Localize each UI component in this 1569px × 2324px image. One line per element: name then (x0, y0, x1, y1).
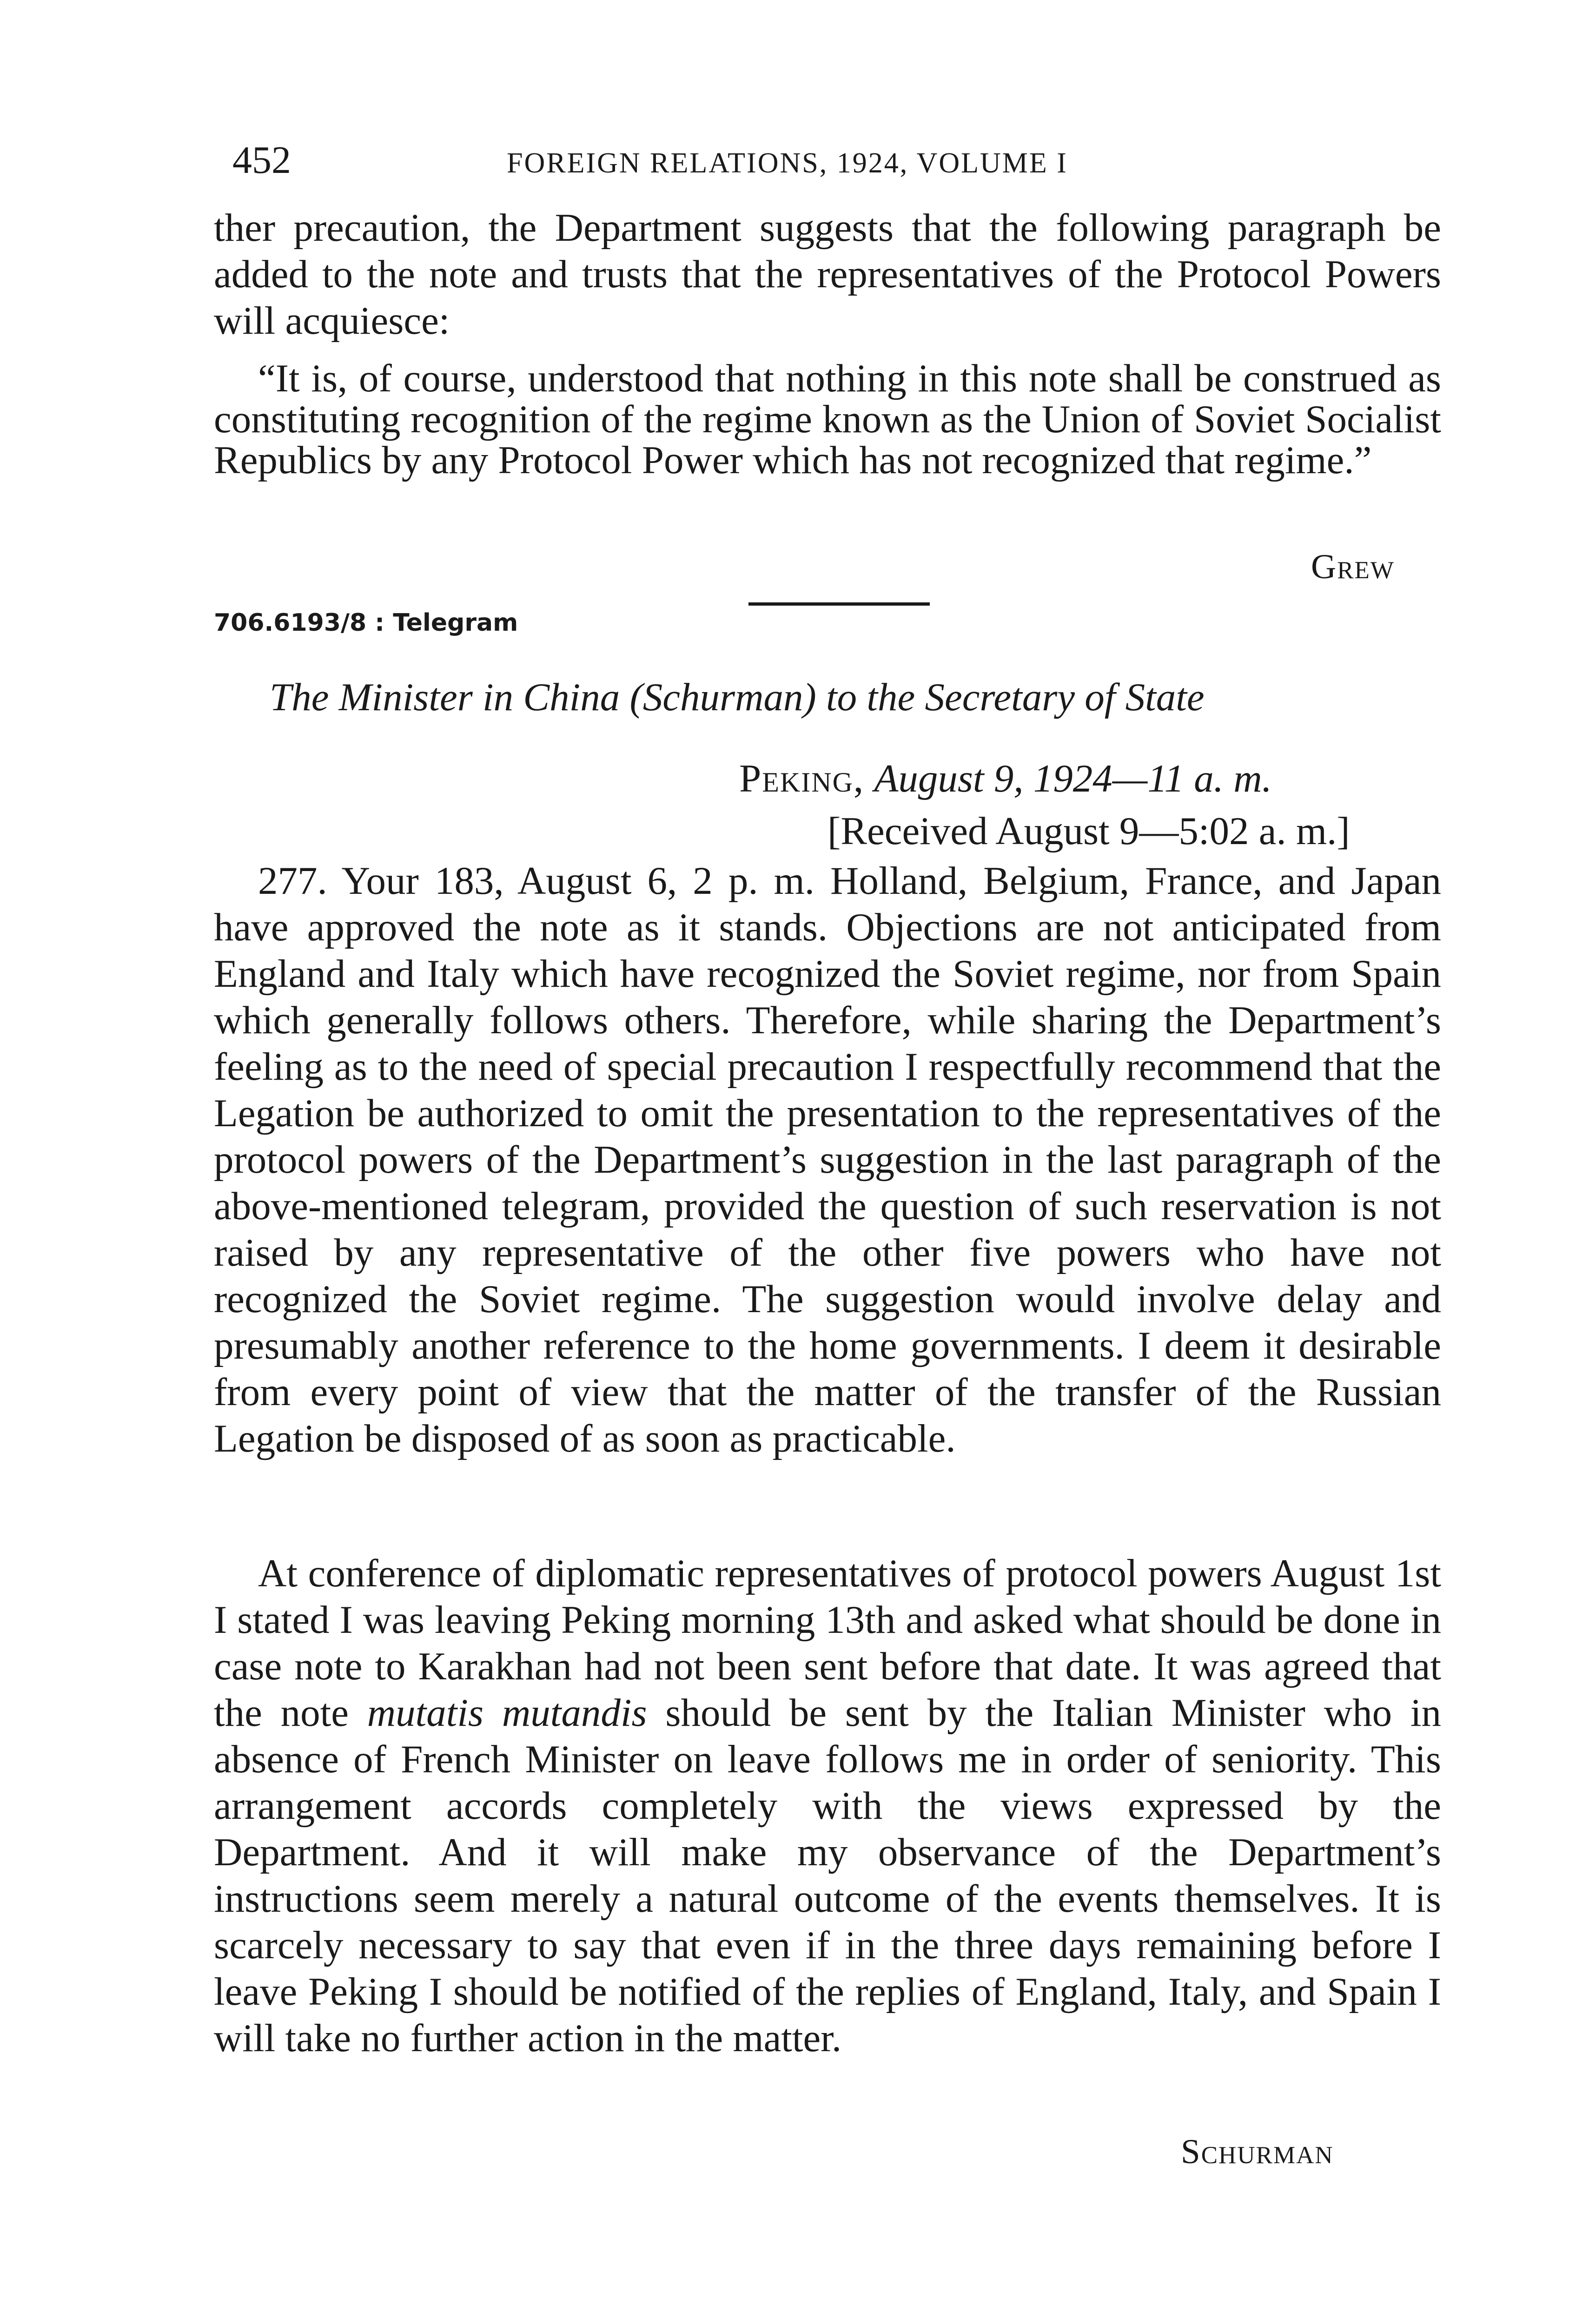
latin-phrase: mutatis mutandis (367, 1691, 647, 1735)
telegram-paragraph-2 (214, 1550, 1441, 2061)
telegram-paragraph-1: 277. Your 183, August 6, 2 p. m. Holland, Belgium, France, and Japan have approved the note as it stands. Objections are not anticipated from England and Italy which have recognized the Soviet regime, nor from Spain which generally follows others. Therefore, while sharing the Department’s feeling as to the need of special precaution I respectfully recommend that the Legation be authorized to omit the presentation to the representatives of the protocol powers of the Department’s suggestion in the last paragraph of the above-mentioned telegram, provided the question of such reservation is not raised by any representative of the other five powers who have not recognized the Soviet regime. The suggestion would involve delay and presumably another reference to the home governments. I deem it desirable from every point of view that the matter of the transfer of the Russian Legation be disposed of as soon as practicable. (214, 859, 1441, 1460)
continuation-paragraph: ther precaution, the Department suggests that the following paragraph be added to the note and trusts that the representatives of the Protocol Powers will acquiesce: (214, 206, 1441, 343)
page-number: 452 (232, 139, 291, 182)
paragraph-2-text-before: At conference of diplomatic representatives of protocol powers August 1st I stated I was leaving Peking morning 13th and asked what should be done in case note to Karakhan had not been sent before that date. It was agreed that the note (214, 1552, 1441, 1735)
running-header (232, 135, 1432, 186)
paragraph-2-text-after: should be sent by the Italian Minister who in absence of French Minister on leave follows me in order of seniority. This arrangement accords completely with the views expressed by the Department. And it will make my observance of the Department’s instructions seem merely a natural outcome of the events themselves. It is scarcely necessary to say that even if in the three days remaining before I leave Peking I should be notified of the replies of England, Italy, and Spain I will take no further action in the matter. (214, 1691, 1442, 2060)
signature-schurman: Schurman (1181, 2133, 1334, 2171)
quoted-paragraph: “It is, of course, understood that nothing in this note shall be construed as constituting recognition of the regime known as the Union of Soviet Socialist Republics by any Protocol Power which has not recognized that regime.” (214, 357, 1441, 482)
signature-grew: Grew (1311, 548, 1395, 586)
dateline-place: Peking, (739, 757, 865, 800)
document-heading: The Minister in China (Schurman) to the Secretary of State (270, 675, 1205, 719)
file-reference: 706.6193/8 : Telegram (214, 609, 518, 637)
dateline-date: August 9, 1924—11 a. m. (874, 757, 1272, 800)
section-divider (748, 602, 930, 606)
dateline (739, 755, 1450, 802)
running-title: FOREIGN RELATIONS, 1924, VOLUME I (507, 147, 1068, 179)
received-line: [Received August 9—5:02 a. m.] (828, 809, 1350, 853)
